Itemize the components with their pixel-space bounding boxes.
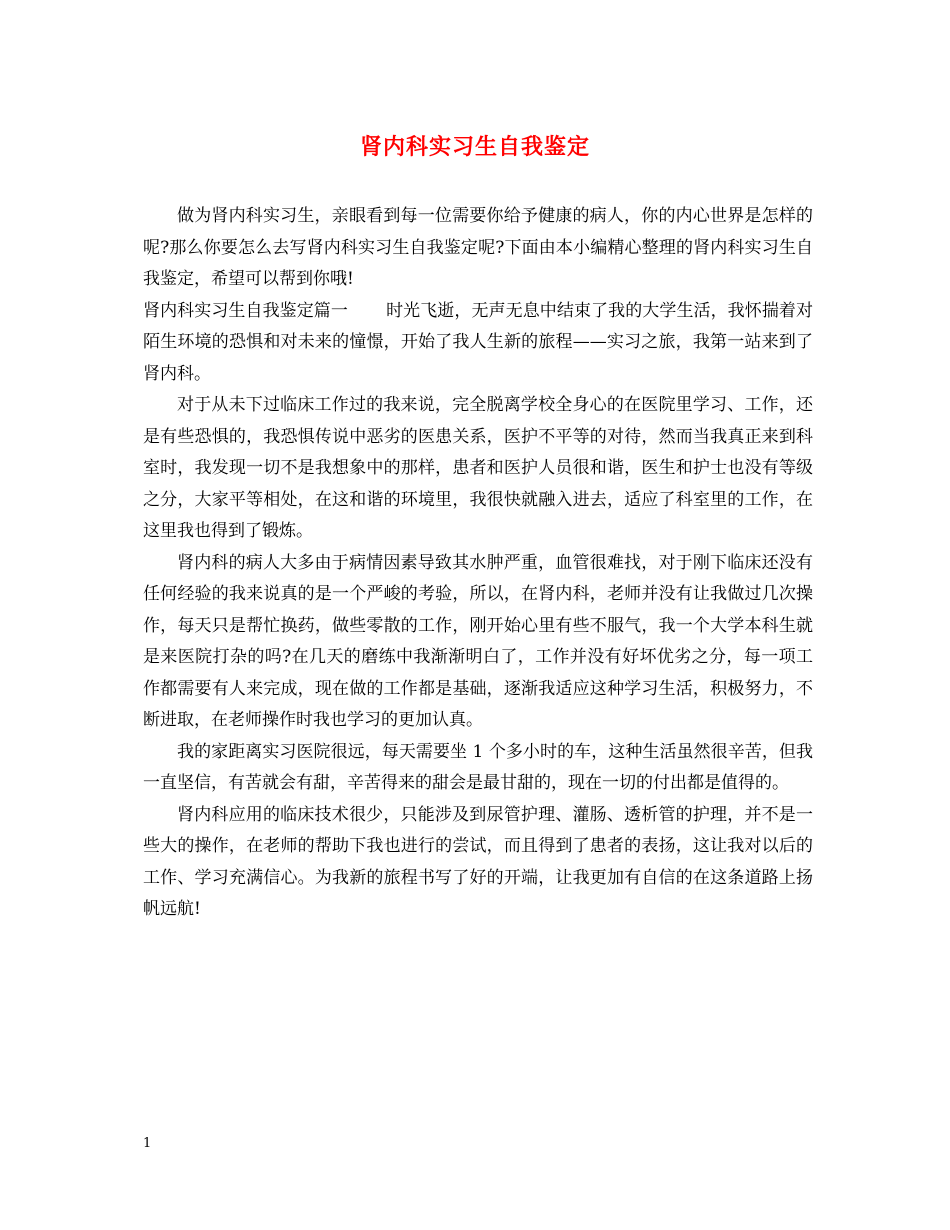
body-paragraph: 肾内科的病人大多由于病情因素导致其水肿严重，血管很难找，对于刚下临床还没有任何经验的我来说真的是一个严峻的考验，所以，在肾内科，老师并没有让我做过几次操作，每天只是帮忙换药，做些零散的工作，刚开始心里有些不服气，我一个大学本科生就是来医院打杂的吗?在几天的磨练中我渐渐明白了，工作并没有好坏优劣之分，每一项工作都需要有人来完成，现在做的工作都是基础，逐渐我适应这种学习生活，积极努力，不断进取，在老师操作时我也学习的更加认真。 [143, 552, 813, 730]
page-number: 1 [143, 1136, 152, 1151]
body-paragraph: 对于从未下过临床工作过的我来说，完全脱离学校全身心的在医院里学习、工作，还是有些恐惧的，我恐惧传说中恶劣的医患关系，医护不平等的对待，然而当我真正来到科室时，我发现一切不是我想象中的那样，患者和医护人员很和谐，医生和护士也没有等级之分，大家平等相处，在这和谐的环境里，我很快就融入进去，适应了科室里的工作，在这里我也得到了锻炼。 [143, 395, 813, 541]
document-body [143, 201, 813, 926]
body-paragraph: 肾内科应用的临床技术很少，只能涉及到尿管护理、灌肠、透析管的护理，并不是一些大的操作，在老师的帮助下我也进行的尝试，而且得到了患者的表扬，这让我对以后的工作、学习充满信心。为我新的旅程书写了好的开端，让我更加有自信的在这条道路上扬帆远航! [143, 804, 813, 919]
document-title: 肾内科实习生自我鉴定 [359, 134, 590, 160]
body-paragraph: 我的家距离实习医院很远，每天需要坐 1 个多小时的车，这种生活虽然很辛苦，但我一直坚信，有苦就会有甜，辛苦得来的甜会是最甘甜的，现在一切的付出都是值得的。 [143, 741, 813, 793]
section-first-paragraph [143, 296, 813, 391]
intro-paragraph: 做为肾内科实习生，亲眼看到每一位需要你给予健康的病人，你的内心世界是怎样的呢?那么你要怎么去写肾内科实习生自我鉴定呢?下面由本小编精心整理的肾内科实习生自我鉴定，希望可以帮到你哦! [143, 206, 813, 289]
section-heading: 肾内科实习生自我鉴定篇一 [143, 300, 348, 321]
section-first-text: 时光飞逝，无声无息中结束了我的大学生活，我怀揣着对陌生环境的恐惧和对未来的憧憬，开始了我人生新的旅程——实习之旅，我第一站来到了肾内科。 [143, 300, 814, 384]
